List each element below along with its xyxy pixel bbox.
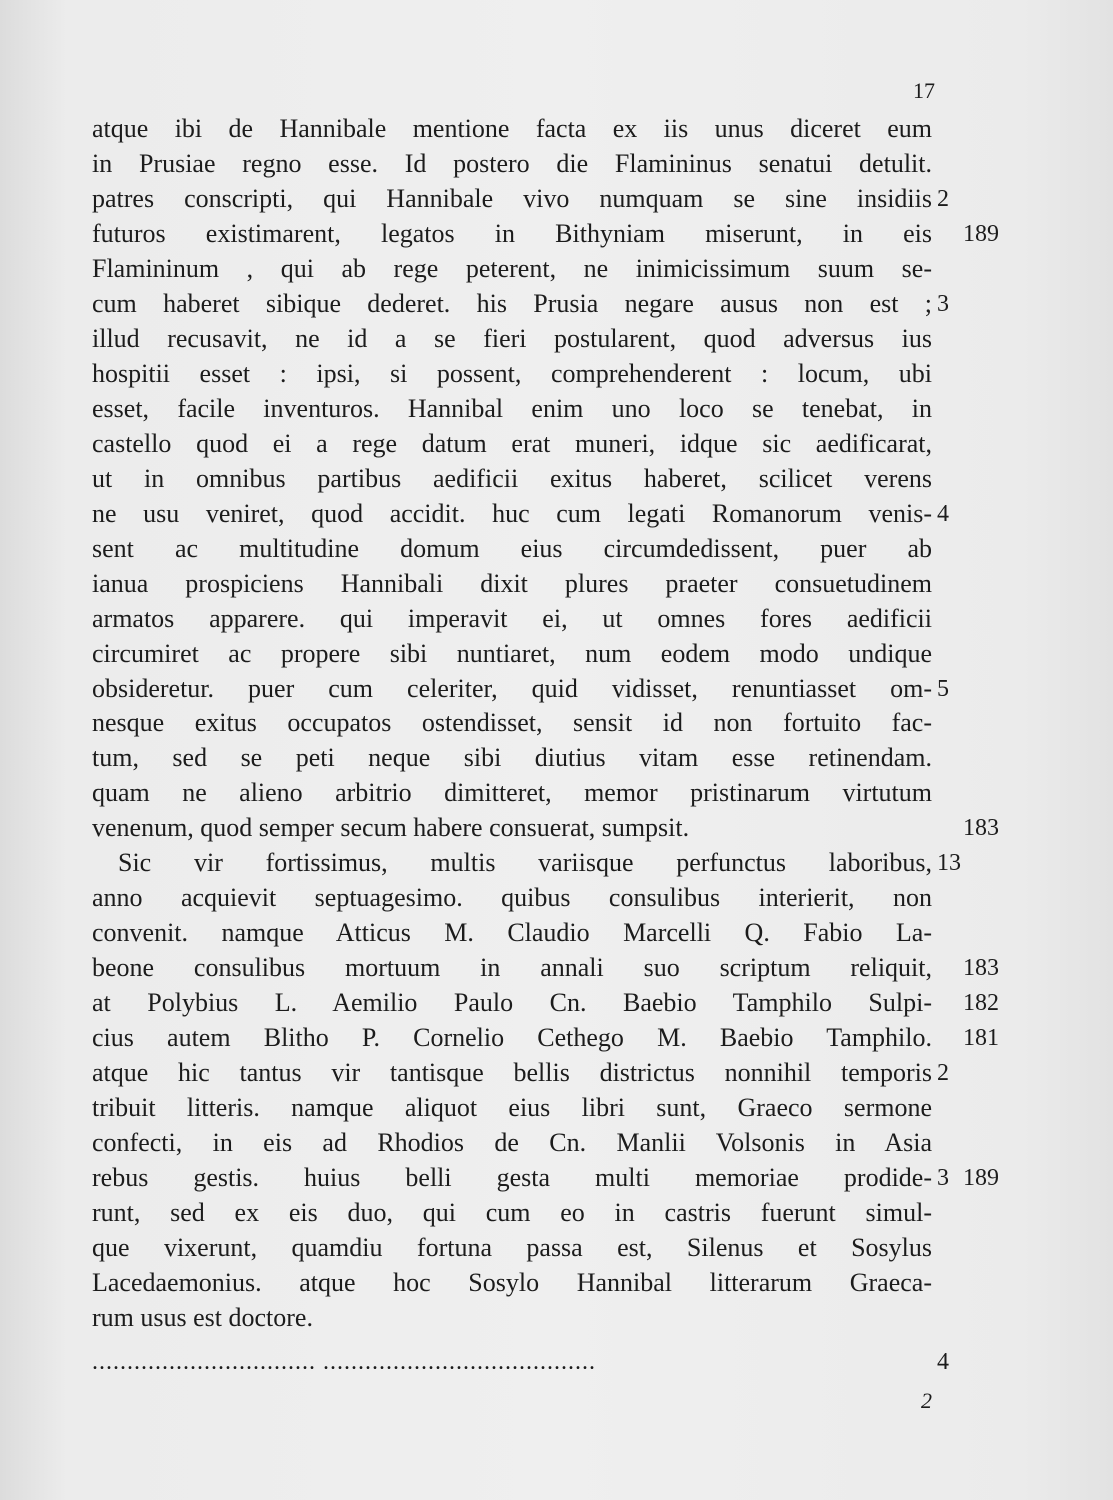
section-number: 5 <box>937 676 949 702</box>
text-line: rebus gestis. huius belli gesta multi memoriae prodide- <box>92 1163 932 1192</box>
text-line: obsideretur. puer cum celeriter, quid vidisset, renuntiasset om- <box>92 674 932 703</box>
section-number: 2 <box>937 186 949 212</box>
signature-mark: 2 <box>921 1388 932 1413</box>
text-line: convenit. namque Atticus M. Claudio Marcelli Q. Fabio La- <box>92 918 932 947</box>
year-note: 183 <box>963 815 999 841</box>
dotted-rule: ................................ ....................................... <box>92 1349 596 1375</box>
year-note: 189 <box>963 221 999 247</box>
text-line: Sic vir fortissimus, multis variisque perfunctus laboribus, <box>118 848 932 877</box>
section-number: 3 <box>937 291 949 317</box>
text-line: atque hic tantus vir tantisque bellis districtus nonnihil temporis <box>92 1058 932 1087</box>
dotted-rule-section-number: 4 <box>937 1349 949 1375</box>
text-line: castello quod ei a rege datum erat muneri, idque sic aedificarat, <box>92 429 932 458</box>
text-line: patres conscripti, qui Hannibale vivo numquam se sine insidiis <box>92 184 932 213</box>
text-line: in Prusiae regno esse. Id postero die Flamininus senatui detulit. <box>92 149 932 178</box>
text-line: tum, sed se peti neque sibi diutius vitam esse retinendam. <box>92 743 932 772</box>
text-line: ut in omnibus partibus aedificii exitus haberet, scilicet verens <box>92 464 932 493</box>
text-line: atque ibi de Hannibale mentione facta ex iis unus diceret eum <box>92 114 932 143</box>
text-line: at Polybius L. Aemilio Paulo Cn. Baebio Tamphilo Sulpi- <box>92 988 932 1017</box>
text-line: tribuit litteris. namque aliquot eius libri sunt, Graeco sermone <box>92 1093 932 1122</box>
section-number: 13 <box>937 850 961 876</box>
text-line: venenum, quod semper secum habere consuerat, sumpsit. <box>92 813 690 842</box>
text-line: beone consulibus mortuum in annali suo scriptum reliquit, <box>92 953 932 982</box>
text-line: sent ac multitudine domum eius circumdedissent, puer ab <box>92 534 932 563</box>
text-line: illud recusavit, ne id a se fieri postularent, quod adversus ius <box>92 324 932 353</box>
text-line: futuros existimarent, legatos in Bithyniam miserunt, in eis <box>92 219 932 248</box>
text-line: ianua prospiciens Hannibali dixit plures praeter consuetudinem <box>92 569 932 598</box>
text-line: hospitii esset : ipsi, si possent, comprehenderent : locum, ubi <box>92 359 932 388</box>
text-line: quam ne alieno arbitrio dimitteret, memor pristinarum virtutum <box>92 778 932 807</box>
section-number: 3 <box>937 1165 949 1191</box>
year-note: 182 <box>963 990 999 1016</box>
text-line: Lacedaemonius. atque hoc Sosylo Hannibal litterarum Graeca- <box>92 1268 932 1297</box>
section-number: 4 <box>937 501 949 527</box>
text-line: armatos apparere. qui imperavit ei, ut omnes fores aedificii <box>92 604 932 633</box>
year-note: 183 <box>963 955 999 981</box>
text-line: cius autem Blitho P. Cornelio Cethego M. Baebio Tamphilo. <box>92 1023 932 1052</box>
text-line: anno acquievit septuagesimo. quibus consulibus interierit, non <box>92 883 932 912</box>
text-line: ne usu veniret, quod accidit. huc cum legati Romanorum venis- <box>92 499 932 528</box>
text-line: rum usus est doctore. <box>92 1303 313 1332</box>
section-number: 2 <box>937 1060 949 1086</box>
text-line: que vixerunt, quamdiu fortuna passa est, Silenus et Sosylus <box>92 1233 932 1262</box>
year-note: 181 <box>963 1025 999 1051</box>
text-line: confecti, in eis ad Rhodios de Cn. Manlii Volsonis in Asia <box>92 1128 932 1157</box>
page-number: 17 <box>913 78 935 103</box>
year-note: 189 <box>963 1165 999 1191</box>
text-line: cum haberet sibique dederet. his Prusia negare ausus non est ; <box>92 289 932 318</box>
text-line: esset, facile inventuros. Hannibal enim uno loco se tenebat, in <box>92 394 932 423</box>
text-line: circumiret ac propere sibi nuntiaret, num eodem modo undique <box>92 639 932 668</box>
text-line: nesque exitus occupatos ostendisset, sensit id non fortuito fac- <box>92 708 932 737</box>
text-line: runt, sed ex eis duo, qui cum eo in castris fuerunt simul- <box>92 1198 932 1227</box>
text-line: Flamininum , qui ab rege peterent, ne inimicissimum suum se- <box>92 254 932 283</box>
